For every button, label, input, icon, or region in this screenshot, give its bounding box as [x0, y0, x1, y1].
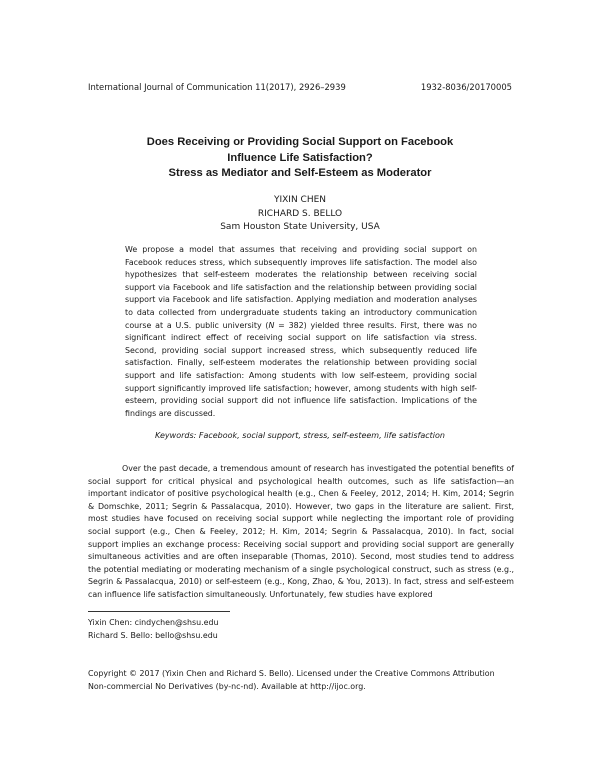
footnote-bello-email: Richard S. Bello: bello@shsu.edu [88, 630, 218, 640]
sample-size-symbol: N [268, 320, 275, 330]
copyright-line-2: Non-commercial No Derivatives (by-nc-nd). Available at http://ijoc.org. [88, 681, 366, 691]
body-paragraph: Over the past decade, a tremendous amount of research has investigated the potential benefits of social support for critical physical and psychological health outcomes, such as life satisfaction—an important indicator of positive psychological health (e.g., Chen & Feeley, 2012, 2014; H. Kim, 2014; Segrin & Domschke, 2011; Segrin & Passalacqua, 2010). However, two gaps in the literature are salient. First, most studies have focused on receiving social support while neglecting the important role of providing social support (e.g., Chen & Feeley, 2012; H. Kim, 2014; Segrin & Passalacqua, 2010). In fact, social support implies an exchange process: Receiving social support and providing social support are generally simultaneous activities and are often inseparable (Thomas, 2010). Second, most studies tend to address the potential mediating or moderating mechanism of a single psychological construct, such as stress (e.g., Segrin & Passalacqua, 2010) or self-esteem (e.g., Kong, Zhao, & You, 2013). In fact, stress and self-esteem can influence life satisfaction simultaneously. Unfortunately, few studies have explored [88, 464, 514, 599]
article-title [88, 135, 512, 182]
copyright-line-1: Copyright © 2017 (Yixin Chen and Richard S. Bello). Licensed under the Creative Commons Attribution [88, 669, 495, 678]
author-1: YIXIN CHEN [273, 195, 327, 205]
abstract-part-2: = 382) yielded three results. First, there was no significant indirect effect of receiving social support on life satisfaction via stress. Second, providing social support increased stress, which subsequently reduced life satisfaction. Finally, self-esteem moderates the relationship between providing social support and life satisfaction: Among students with low self-esteem, providing social support significantly improved life satisfaction; however, among students with high self-esteem, providing social support did not influence life satisfaction. Implications of the findings are discussed. [125, 320, 477, 418]
abstract [125, 244, 477, 420]
title-line-2: Influence Life Satisfaction? [227, 151, 373, 164]
body-text [88, 463, 514, 602]
footnote-divider [88, 611, 230, 612]
author-2: RICHARD S. BELLO [257, 208, 343, 219]
copyright-notice [88, 668, 518, 693]
abstract-part-1: We propose a model that assumes that receiving and providing social support on Facebook reduces stress, which subsequently improves life satisfaction. The model also hypothesizes that self-esteem moderates the relationship between receiving social support via Facebook and life satisfaction and the relationship between providing social support via Facebook and life satisfaction. Applying mediation and moderation analyses to data collected from undergraduate students taking an introductory communication course at a U.S. public university ( [125, 245, 477, 330]
footnote-chen-email: Yixin Chen: cindychen@shsu.edu [88, 618, 219, 627]
author-block [88, 194, 512, 235]
title-line-1: Does Receiving or Providing Social Support on Facebook [146, 136, 454, 148]
affiliation: Sam Houston State University, USA [220, 222, 380, 232]
footnotes [88, 617, 219, 642]
journal-citation: International Journal of Communication 11(2017), 2926–2939 [88, 82, 346, 92]
issn: 1932-8036/20170005 [420, 82, 512, 92]
title-line-3: Stress as Mediator and Self-Esteem as Moderator [168, 167, 432, 179]
keywords: Keywords: Facebook, social support, stress, self-esteem, life satisfaction [155, 431, 445, 440]
